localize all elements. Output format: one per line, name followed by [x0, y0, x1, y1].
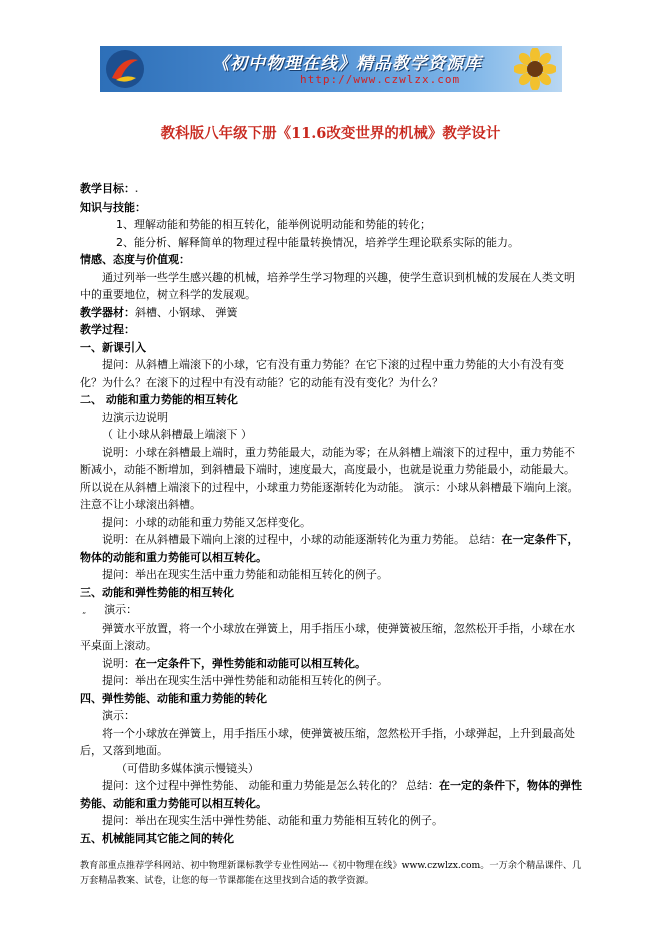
- section-4-heading: 四、弹性势能、动能和重力势能的转化: [80, 691, 267, 705]
- emotion-text: 通过列举一些学生感兴趣的机械，培养学生学习物理的兴趣，使学生意识到机械的发展在人类文明中的重要地位，树立科学的发展观。: [80, 270, 575, 301]
- section-3-question: 提问：举出在现实生活中弹性势能和动能相互转化的例子。: [102, 674, 388, 687]
- site-logo-icon: [104, 48, 146, 90]
- section-4-media-note: （可借助多媒体演示慢镜头）: [116, 761, 259, 775]
- emotion-heading: 情感、态度与价值观：: [80, 253, 190, 266]
- document-body: [80, 180, 585, 847]
- section-4-question: 提问：举出在现实生活中弹性势能、动能和重力势能相互转化的例子。: [102, 814, 443, 827]
- section-2-demo-action: （ 让小球从斜槽最上端滚下 ）: [102, 428, 252, 441]
- equipment-text: 斜槽、小钢球、 弹簧: [135, 305, 238, 319]
- banner-url[interactable]: http://www.czwlzx.com: [300, 73, 461, 86]
- equipment-label: 教学器材：: [80, 305, 135, 319]
- goals-heading: 教学目标：.: [80, 182, 139, 195]
- section-2-question: 提问：小球的动能和重力势能又怎样变化。: [102, 515, 311, 529]
- banner-title: 《初中物理在线》精品教学资源库: [212, 54, 482, 74]
- page-footer: 教育部重点推荐学科网站、初中物理新课标教学专业性网站---《初中物理在线》www.czwlzx.com。一万余个精品课件、几万套精品教案、试卷，让您的每一节课都能在这里找到合适的教学资源。: [80, 860, 582, 886]
- knowledge-item-2: 2、能分析、解释简单的物理过程中能量转换情况，培养学生理论联系实际的能力。: [116, 235, 519, 249]
- section-4-summary: 提问：这个过程中弹性势能、 动能和重力势能是怎么转化的？ 总结：在一定的条件下，物体的弹性势能、动能和重力势能可以相互转化。: [80, 779, 582, 810]
- knowledge-item-1: 1、理解动能和势能的相互转化，能举例说明动能和势能的转化；: [116, 218, 431, 231]
- sunflower-icon: [514, 48, 556, 90]
- section-4-demo-label: 演示：: [102, 709, 135, 722]
- section-1-heading: 一、新课引入: [80, 340, 146, 354]
- site-banner: [100, 46, 562, 92]
- section-3-demo-text: 弹簧水平放置，将一个小球放在弹簧上，用手指压小球，使弹簧被压缩，忽然松开手指，小球在水平桌面上滚动。: [80, 621, 575, 652]
- process-heading: 教学过程：: [80, 323, 135, 336]
- knowledge-heading: 知识与技能：: [80, 200, 146, 214]
- section-2-summary: 说明：在从斜槽最下端向上滚的过程中，小球的动能逐渐转化为重力势能。 总结：在一定条件下， 物体的动能和重力势能可以相互转化。: [80, 533, 579, 564]
- section-5-heading: 五、机械能同其它能之间的转化: [80, 831, 234, 845]
- document-title: 教科版八年级下册《11.6改变世界的机械》教学设计: [160, 125, 501, 142]
- section-3-explanation: 说明：在一定条件下，弹性势能和动能可以相互转化。: [102, 656, 366, 670]
- equipment-line: [80, 304, 585, 322]
- section-4-demo-text: 将一个小球放在弹簧上，用手指压小球，使弹簧被压缩，忽然松开手指，小球弹起，上升到最高处后，又落到地面。: [80, 726, 575, 757]
- section-3-heading: 三、动能和弹性势能的相互转化: [80, 585, 234, 599]
- section-2-demo-note: 边演示边说明: [102, 410, 168, 424]
- section-3-demo-label: „ 演示：: [82, 603, 138, 616]
- section-2-example-question: 提问：举出在现实生活中重力势能和动能相互转化的例子。: [102, 568, 388, 581]
- section-2-heading: 二、 动能和重力势能的相互转化: [80, 393, 238, 406]
- section-2-explanation: 说明：小球在斜槽最上端时，重力势能最大，动能为零；在从斜槽上端滚下的过程中，重力势能不断减小，动能不断增加，到斜槽最下端时，速度最大，高度最小，也就是说重力势能最小，动能最大。所以说在从斜槽上端滚下的过程中，小球重力势能逐渐转化为动能。 演示：小球从斜槽最下端向上滚。注意不让小球滚出斜槽。: [80, 445, 579, 511]
- section-1-text: 提问：从斜槽上端滚下的小球，它有没有重力势能？在它下滚的过程中重力势能的大小有没有变化？为什么？在滚下的过程中有没有动能？它的动能有没有变化？为什么？: [80, 358, 564, 389]
